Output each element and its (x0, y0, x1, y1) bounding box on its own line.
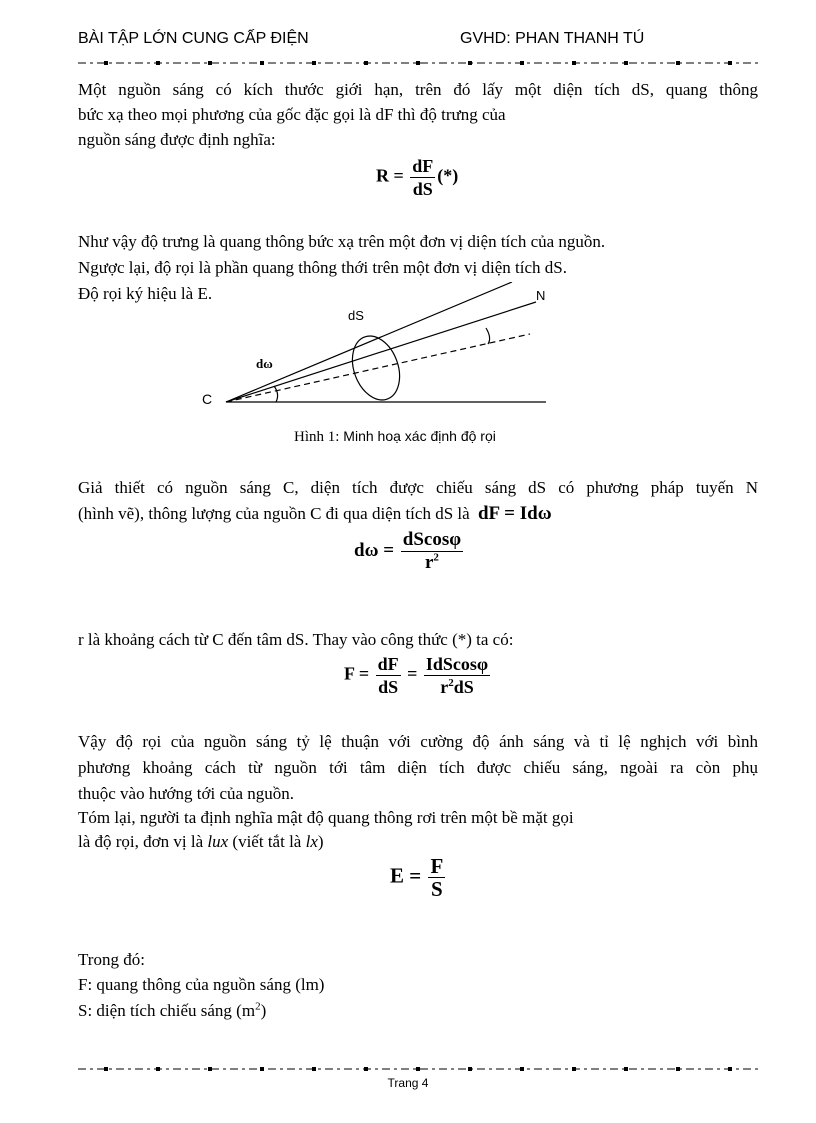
paragraph-line: bức xạ theo mọi phương của gốc đặc gọi là dF thì độ trưng của (78, 105, 506, 124)
definition-f: F: quang thông của nguồn sáng (lm) (78, 975, 325, 994)
paragraph-line: Độ rọi ký hiệu là E. (78, 284, 213, 303)
figure-caption (294, 428, 496, 446)
formula-illuminance-derivation: F = $\frac{dF}{dS}$ = $\frac{\text{IdScosφ}}{r^2dS}$ (344, 654, 489, 697)
paragraph-line: Như vậy độ trưng là quang thông bức xạ trên một đơn vị diện tích của nguồn. (78, 232, 606, 251)
paragraph-line: Ngược lại, độ rọi là phần quang thông thới trên một đơn vị diện tích dS. (78, 258, 567, 277)
header-divider (78, 58, 758, 68)
definitions-label: Trong đó: (78, 950, 145, 969)
paragraph-line: nguồn sáng được định nghĩa: (78, 130, 276, 149)
paragraph-line: thuộc vào hướng tới của nguồn. (78, 784, 295, 803)
unit-lux: lux (207, 832, 229, 851)
formula-solid-angle: dω = $\frac{dScos\varphi}{r^2}$ (354, 529, 462, 573)
upper-ray (226, 282, 512, 402)
definition-s: S: diện tích chiếu sáng $(m^2)$ (78, 1000, 267, 1020)
footer-divider (78, 1064, 758, 1074)
paragraph-line: phương khoảng cách từ nguồn tới tâm diện tích được chiếu sáng, ngoài ra còn phụ (78, 758, 758, 777)
label-n: N (536, 288, 546, 303)
paragraph-line: Giả thiết có nguồn sáng C, diện tích được chiếu sáng dS có phương pháp tuyến N (78, 478, 758, 497)
label-c: C (202, 391, 213, 407)
paragraph-line: Vậy độ rọi của nguồn sáng tỷ lệ thuận với cường độ ánh sáng và tỉ lệ nghịch với bình (78, 732, 758, 751)
paragraph-line: r là khoảng cách từ C đến tâm dS. Thay vào công thức (*) ta có: (78, 630, 514, 649)
angle-arc-phi (486, 328, 490, 344)
header-instructor: GVHD: PHAN THANH TÚ (460, 30, 645, 47)
paragraph-line: là độ rọi, đơn vị là lux (viết tắt là lx) (78, 832, 324, 851)
illuminance-diagram (190, 282, 570, 422)
formula-inline-df: dF = Idω (477, 503, 552, 524)
figure-caption-number: Hình 1: (294, 429, 340, 445)
header-title: BÀI TẬP LỚN CUNG CẤP ĐIỆN (78, 30, 309, 47)
page-number: Trang 4 (387, 1076, 429, 1090)
paragraph-line: Tóm lại, người ta định nghĩa mật độ quang thông rơi trên một bề mặt gọi (78, 808, 574, 827)
normal-ray (226, 302, 536, 402)
formula-luminous-exitance: R = $\frac{dF}{dS}$ (*) (376, 156, 459, 199)
unit-lx: lx (305, 832, 318, 851)
formula-illuminance: E = $\frac{F}{S}$ (390, 854, 444, 901)
label-dw: dω (256, 356, 273, 371)
angle-arc-dw (274, 386, 278, 402)
figure-caption-text: Minh hoạ xác định độ rọi (339, 428, 496, 444)
label-ds: dS (348, 308, 364, 323)
paragraph-line: (hình vẽ), thông lượng của nguồn C đi qua diện tích dS là dF = Idω (78, 503, 552, 524)
paragraph-line: Một nguồn sáng có kích thước giới hạn, trên đó lấy một diện tích dS, quang thông (78, 80, 758, 99)
